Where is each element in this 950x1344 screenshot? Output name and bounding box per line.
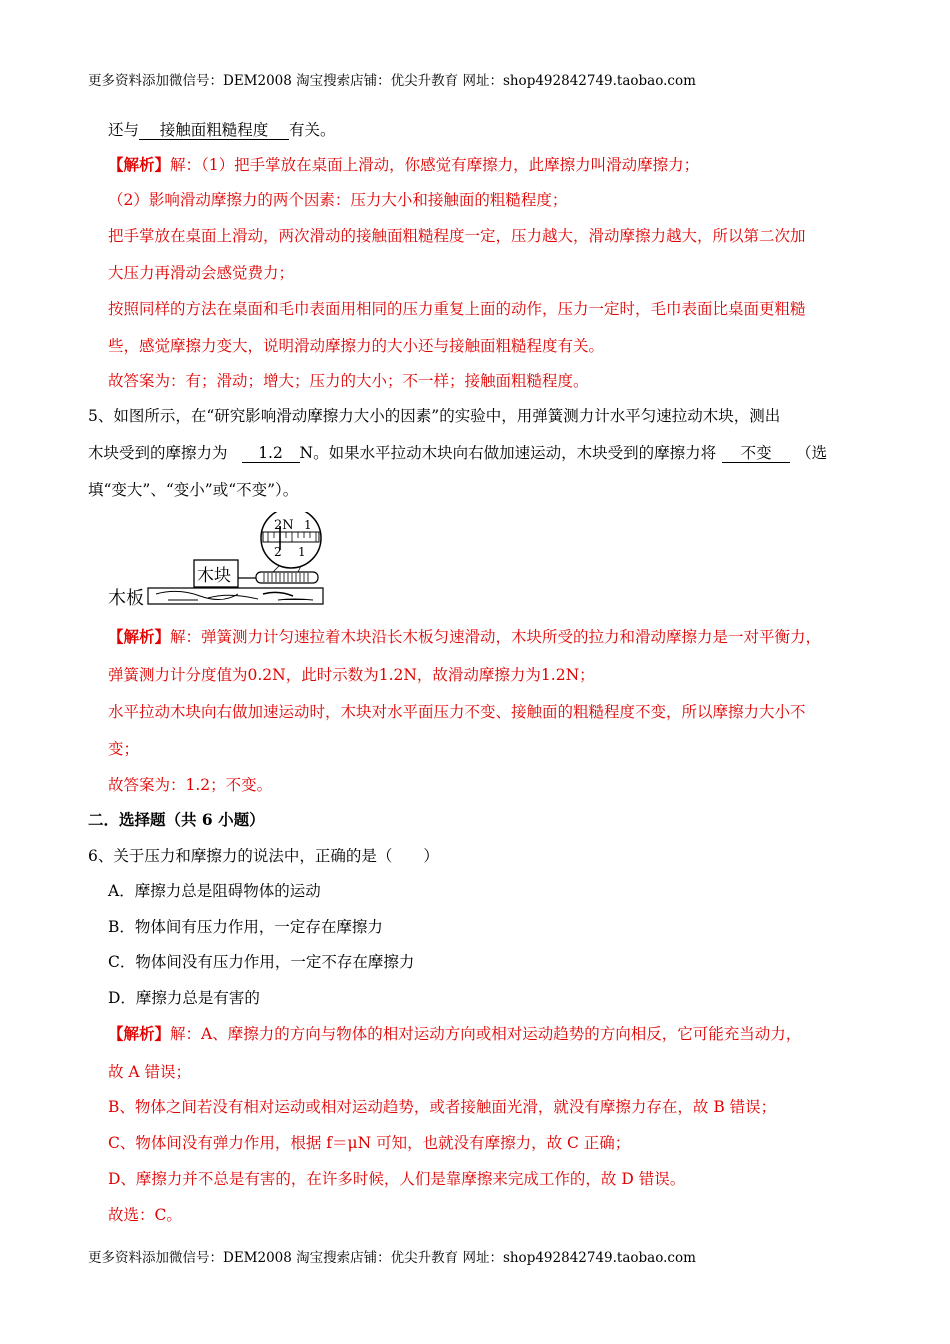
q4-line-suffix: 有关。 xyxy=(289,121,336,139)
q6-stem: 6、关于压力和摩擦力的说法中，正确的是（ ） xyxy=(88,847,439,865)
q6-answer-summary: 故选：C。 xyxy=(108,1206,182,1224)
scale-left-label: 2 xyxy=(274,545,282,559)
q6-option-d: D．摩擦力总是有害的 xyxy=(108,989,260,1007)
q6-analysis-line-1 xyxy=(108,1024,801,1044)
q6-analysis-line-3: B、物体之间若没有相对运动或相对运动趋势，或者接触面光滑，就没有摩擦力存在，故 B 错误； xyxy=(108,1098,777,1116)
q4-analysis-line-5: 按照同样的方法在桌面和毛巾表面用相同的压力重复上面的动作，压力一定时，毛巾表面比桌面更粗糙 xyxy=(108,300,806,318)
wooden-board xyxy=(148,588,323,604)
q5-analysis-line-2: 弹簧测力计分度值为0.2N，此时示数为1.2N，故滑动摩擦力为1.2N； xyxy=(108,666,595,684)
q4-analysis-line-2: （2）影响滑动摩擦力的两个因素：压力大小和接触面的粗糙程度； xyxy=(108,191,568,209)
spring-scale-body xyxy=(256,572,318,583)
spring-scale-figure xyxy=(108,512,328,610)
q5-stem-text-b: N。如果水平拉动木块向右做加速运动，木块受到的摩擦力将 xyxy=(299,444,717,462)
q4-analysis-line-1 xyxy=(108,155,699,175)
q4-blank: 接触面粗糙程度 xyxy=(139,121,289,140)
q6-analysis-tag: 【解析】 xyxy=(108,1024,171,1043)
q5-analysis-text-1: 解：弹簧测力计匀速拉着木块沿长木板匀速滑动，木块所受的拉力和滑动摩擦力是一对平衡力， xyxy=(170,628,822,646)
q6-option-a: A．摩擦力总是阻碍物体的运动 xyxy=(108,882,321,900)
q5-analysis-tag: 【解析】 xyxy=(108,627,171,646)
q5-analysis-line-3: 水平拉动木块向右做加速运动时，木块对水平面压力不变、接触面的粗糙程度不变，所以摩擦力大小不 xyxy=(108,703,806,721)
q5-stem-line-3: 填“变大”、“变小”或“不变”）。 xyxy=(88,481,299,499)
q6-analysis-line-2: 故 A 错误； xyxy=(108,1063,192,1081)
q4-analysis-line-3: 把手掌放在桌面上滑动，两次滑动的接触面粗糙程度一定，压力越大，滑动摩擦力越大，所以第二次加 xyxy=(108,227,806,245)
q4-analysis-tag: 【解析】 xyxy=(108,155,171,174)
q5-stem-text-a: 木块受到的摩擦力为 xyxy=(88,444,228,462)
q5-stem-line-2 xyxy=(88,443,827,463)
magnified-scale xyxy=(263,532,319,542)
q5-stem-line-1: 5、如图所示，在“研究影响滑动摩擦力大小的因素”的实验中，用弹簧测力计水平匀速拉动木块，测出 xyxy=(88,407,781,425)
section-title: 二．选择题（共 6 小题） xyxy=(88,810,265,829)
q6-option-b: B．物体间有压力作用，一定存在摩擦力 xyxy=(108,918,383,936)
q5-analysis-line-1 xyxy=(108,627,821,647)
dial-top-label: 2N xyxy=(274,518,294,533)
q4-answer-line xyxy=(108,120,336,140)
scale-right-label: 1 xyxy=(298,545,306,559)
q5-blank-1: 1.2 xyxy=(242,444,300,463)
q6-option-c: C．物体间没有压力作用，一定不存在摩擦力 xyxy=(108,953,415,971)
page-footer: 更多资料添加微信号：DEM2008 淘宝搜索店铺：优尖升教育 网址：shop492842749.taobao.com xyxy=(88,1250,696,1266)
page-header: 更多资料添加微信号：DEM2008 淘宝搜索店铺：优尖升教育 网址：shop492842749.taobao.com xyxy=(88,73,696,89)
dial-mark-label: 1 xyxy=(304,518,312,532)
q6-analysis-line-4: C、物体间没有弹力作用，根据 f＝μN 可知，也就没有摩擦力，故 C 正确； xyxy=(108,1134,631,1152)
q5-stem-text-c: （选 xyxy=(796,444,828,462)
q6-analysis-text-1: 解：A、摩擦力的方向与物体的相对运动方向或相对运动趋势的方向相反，它可能充当动力， xyxy=(170,1025,802,1043)
q4-answer-summary: 故答案为：有；滑动；增大；压力的大小；不一样；接触面粗糙程度。 xyxy=(108,372,589,390)
board-label: 木板 xyxy=(108,588,144,609)
q4-analysis-text-1: 解：（1）把手掌放在桌面上滑动，你感觉有摩擦力，此摩擦力叫滑动摩擦力； xyxy=(170,156,700,174)
q6-analysis-line-5: D、摩擦力并不总是有害的，在许多时候，人们是靠摩擦来完成工作的，故 D 错误。 xyxy=(108,1170,686,1188)
q4-analysis-line-4: 大压力再滑动会感觉费力； xyxy=(108,264,295,282)
q4-analysis-line-6: 些，感觉摩擦力变大，说明滑动摩擦力的大小还与接触面粗糙程度有关。 xyxy=(108,337,605,355)
q5-analysis-line-4: 变； xyxy=(108,740,140,758)
q5-blank-2: 不变 xyxy=(722,444,790,463)
q4-line-prefix: 还与 xyxy=(108,121,140,139)
q5-answer-summary: 故答案为：1.2；不变。 xyxy=(108,776,273,794)
block-label: 木块 xyxy=(197,566,231,586)
